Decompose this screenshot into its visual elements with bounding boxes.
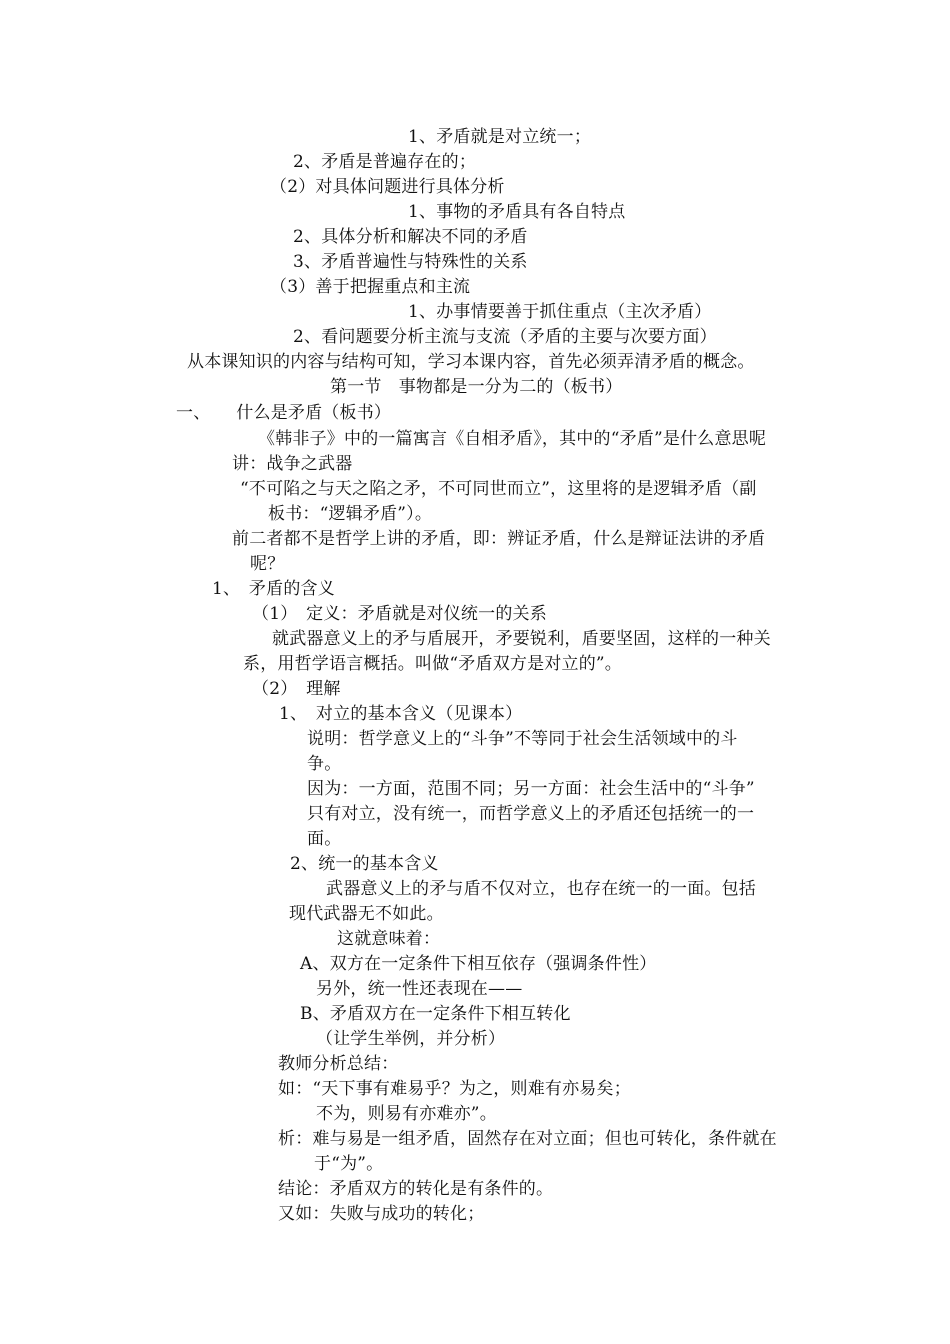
text-line: 于“为”。 [314, 1154, 384, 1174]
text-line: 现代武器无不如此。 [289, 904, 444, 924]
text-line: 析：难与易是一组矛盾，固然存在对立面；但也可转化，条件就在 [278, 1129, 777, 1149]
section-heading: 第一节 事物都是一分为二的（板书） [330, 377, 623, 397]
text-line: 从本课知识的内容与结构可知，学习本课内容，首先必须弄清矛盾的概念。 [187, 352, 755, 372]
text-line: 教师分析总结： [278, 1054, 399, 1074]
text-line: 不为，则易有亦难亦”。 [316, 1104, 497, 1124]
text-line: 1、事物的矛盾具有各自特点 [408, 202, 626, 222]
text-line: 只有对立，没有统一，而哲学意义上的矛盾还包括统一的一 [307, 804, 755, 824]
text-line: （1） 定义：矛盾就是对仪统一的关系 [252, 604, 547, 624]
text-line: 3、矛盾普遍性与特殊性的关系 [293, 252, 528, 272]
text-line: （让学生举例，并分析） [316, 1029, 506, 1049]
text-line: 如：“天下事有难易乎？为之，则难有亦易矣； [278, 1079, 631, 1099]
text-line: 这就意味着： [337, 929, 441, 949]
text-line: “不可陷之与天之陷之矛，不可同世而立”，这里将的是逻辑矛盾（副 [240, 479, 757, 499]
text-line: 讲：战争之武器 [232, 454, 353, 474]
text-line: A、双方在一定条件下相互依存（强调条件性） [300, 954, 657, 974]
text-line: （2）对具体问题进行具体分析 [270, 177, 505, 197]
text-line: 面。 [307, 829, 342, 849]
subsection-heading: 1、 矛盾的含义 [212, 579, 335, 599]
text-line: 系，用哲学语言概括。叫做“矛盾双方是对立的”。 [243, 654, 622, 674]
text-line: 1、矛盾就是对立统一； [408, 127, 592, 147]
text-line: 2、统一的基本含义 [290, 854, 439, 874]
text-line: 因为：一方面，范围不同；另一方面：社会生活中的“斗争” [307, 779, 755, 799]
text-line: 结论：矛盾双方的转化是有条件的。 [278, 1179, 554, 1199]
text-line: 争。 [307, 754, 342, 774]
text-line: 就武器意义上的矛与盾展开，矛要锐利，盾要坚固，这样的一种关 [272, 629, 771, 649]
text-line: 2、矛盾是普遍存在的； [293, 152, 477, 172]
text-line: B、矛盾双方在一定条件下相互转化 [300, 1004, 571, 1024]
text-line: 1、办事情要善于抓住重点（主次矛盾） [408, 302, 712, 322]
text-line: 呢？ [250, 554, 285, 574]
text-line: 前二者都不是哲学上讲的矛盾，即：辨证矛盾，什么是辩证法讲的矛盾 [232, 529, 766, 549]
text-line: 另外，统一性还表现在—— [316, 979, 523, 999]
section-heading: 一、 什么是矛盾（板书） [176, 403, 392, 423]
text-line: （3）善于把握重点和主流 [270, 277, 471, 297]
text-line: 武器意义上的矛与盾不仅对立，也存在统一的一面。包括 [326, 879, 756, 899]
text-line: 板书：“逻辑矛盾”）。 [268, 504, 433, 524]
text-line: 说明：哲学意义上的“斗争”不等同于社会生活领域中的斗 [307, 729, 738, 749]
text-line: （2） 理解 [252, 679, 341, 699]
text-line: 又如：失败与成功的转化； [278, 1204, 485, 1224]
text-line: 2、看问题要分析主流与支流（矛盾的主要与次要方面） [293, 327, 717, 347]
text-line: 2、具体分析和解决不同的矛盾 [293, 227, 528, 247]
text-line: 1、 对立的基本含义（见课本） [279, 704, 523, 724]
text-line: 《韩非子》中的一篇寓言《自相矛盾》，其中的“矛盾”是什么意思呢 [258, 429, 767, 449]
